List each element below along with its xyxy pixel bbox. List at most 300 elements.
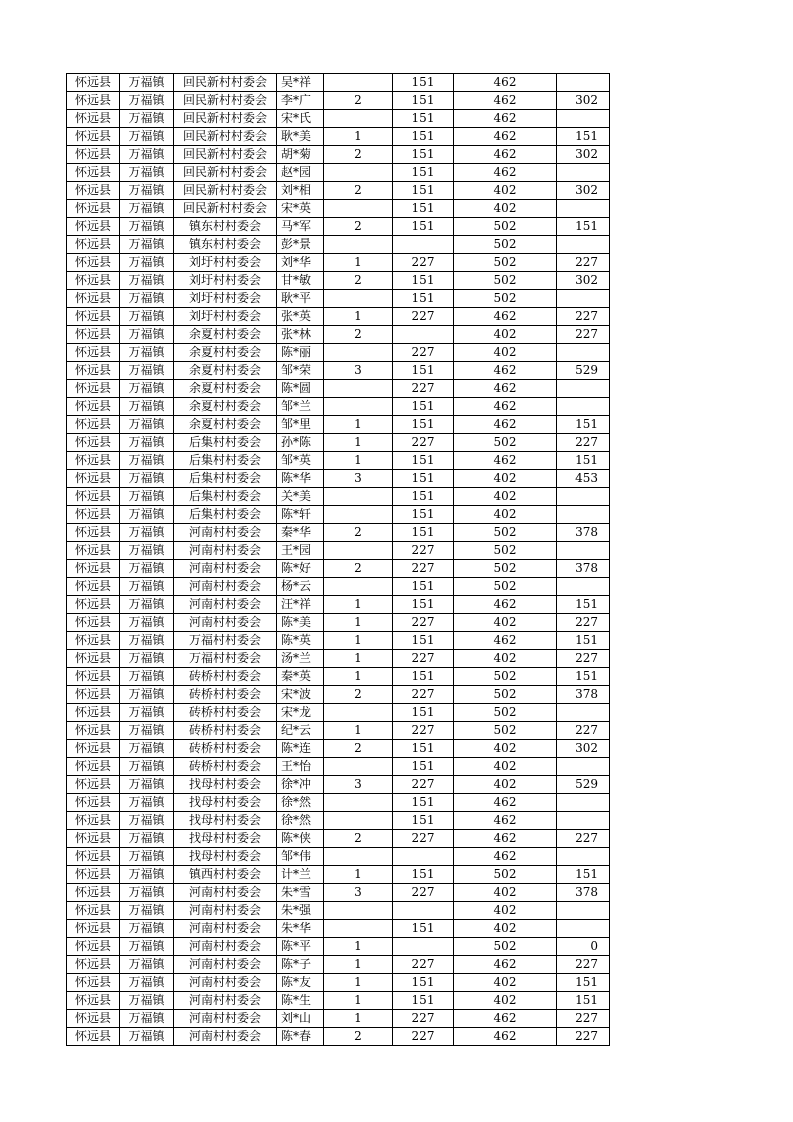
county-cell: 怀远县	[67, 722, 120, 740]
person-cell: 宋*英	[277, 200, 324, 218]
table-row	[67, 614, 610, 632]
table-row	[67, 362, 610, 380]
total-cell: 151	[557, 632, 610, 650]
total-cell: 529	[557, 362, 610, 380]
committee-cell: 后集村村委会	[174, 434, 277, 452]
county-cell: 怀远县	[67, 1028, 120, 1046]
count-cell: 3	[324, 362, 393, 380]
town-cell: 万福镇	[120, 686, 174, 704]
value-b-cell: 462	[454, 362, 557, 380]
value-a-cell: 151	[393, 794, 454, 812]
table-row	[67, 920, 610, 938]
total-cell	[557, 794, 610, 812]
table-row	[67, 326, 610, 344]
town-cell: 万福镇	[120, 236, 174, 254]
table-row	[67, 866, 610, 884]
person-cell: 秦*英	[277, 668, 324, 686]
value-b-cell: 502	[454, 218, 557, 236]
committee-cell: 河南村村委会	[174, 974, 277, 992]
town-cell: 万福镇	[120, 650, 174, 668]
town-cell: 万福镇	[120, 92, 174, 110]
committee-cell: 河南村村委会	[174, 884, 277, 902]
table-row	[67, 974, 610, 992]
value-a-cell: 227	[393, 380, 454, 398]
count-cell	[324, 920, 393, 938]
committee-cell: 镇东村村委会	[174, 218, 277, 236]
value-a-cell	[393, 326, 454, 344]
committee-cell: 刘圩村村委会	[174, 308, 277, 326]
count-cell: 2	[324, 830, 393, 848]
total-cell: 0	[557, 938, 610, 956]
value-b-cell: 402	[454, 776, 557, 794]
value-b-cell: 462	[454, 830, 557, 848]
county-cell: 怀远县	[67, 596, 120, 614]
count-cell: 2	[324, 182, 393, 200]
person-cell: 邹*里	[277, 416, 324, 434]
county-cell: 怀远县	[67, 236, 120, 254]
committee-cell: 回民新村村委会	[174, 200, 277, 218]
value-b-cell: 502	[454, 704, 557, 722]
town-cell: 万福镇	[120, 992, 174, 1010]
person-cell: 耿*美	[277, 128, 324, 146]
town-cell: 万福镇	[120, 542, 174, 560]
value-a-cell: 151	[393, 758, 454, 776]
person-cell: 王*怡	[277, 758, 324, 776]
person-cell: 徐*冲	[277, 776, 324, 794]
value-b-cell: 502	[454, 524, 557, 542]
person-cell: 陈*美	[277, 614, 324, 632]
town-cell: 万福镇	[120, 848, 174, 866]
value-b-cell: 402	[454, 902, 557, 920]
value-b-cell: 502	[454, 668, 557, 686]
town-cell: 万福镇	[120, 596, 174, 614]
table-row	[67, 452, 610, 470]
county-cell: 怀远县	[67, 254, 120, 272]
value-b-cell: 502	[454, 272, 557, 290]
county-cell: 怀远县	[67, 812, 120, 830]
value-a-cell: 151	[393, 416, 454, 434]
town-cell: 万福镇	[120, 470, 174, 488]
town-cell: 万福镇	[120, 758, 174, 776]
value-b-cell: 462	[454, 1010, 557, 1028]
count-cell	[324, 488, 393, 506]
town-cell: 万福镇	[120, 416, 174, 434]
person-cell: 陈*连	[277, 740, 324, 758]
county-cell: 怀远县	[67, 110, 120, 128]
count-cell: 1	[324, 956, 393, 974]
town-cell: 万福镇	[120, 704, 174, 722]
total-cell: 227	[557, 650, 610, 668]
value-a-cell: 227	[393, 542, 454, 560]
total-cell: 302	[557, 272, 610, 290]
town-cell: 万福镇	[120, 866, 174, 884]
value-b-cell: 402	[454, 614, 557, 632]
committee-cell: 河南村村委会	[174, 578, 277, 596]
count-cell: 2	[324, 218, 393, 236]
committee-cell: 刘圩村村委会	[174, 272, 277, 290]
county-cell: 怀远县	[67, 1010, 120, 1028]
county-cell: 怀远县	[67, 380, 120, 398]
committee-cell: 找母村村委会	[174, 776, 277, 794]
value-a-cell: 151	[393, 146, 454, 164]
count-cell: 1	[324, 434, 393, 452]
total-cell	[557, 758, 610, 776]
total-cell: 227	[557, 434, 610, 452]
table-row	[67, 722, 610, 740]
person-cell: 汪*祥	[277, 596, 324, 614]
town-cell: 万福镇	[120, 488, 174, 506]
total-cell: 151	[557, 668, 610, 686]
table-row	[67, 776, 610, 794]
value-b-cell: 502	[454, 686, 557, 704]
person-cell: 王*园	[277, 542, 324, 560]
table-row	[67, 524, 610, 542]
count-cell	[324, 506, 393, 524]
value-b-cell: 462	[454, 416, 557, 434]
town-cell: 万福镇	[120, 524, 174, 542]
table-body	[67, 74, 610, 1046]
total-cell	[557, 902, 610, 920]
total-cell	[557, 344, 610, 362]
table-row	[67, 992, 610, 1010]
count-cell: 2	[324, 560, 393, 578]
value-a-cell: 151	[393, 470, 454, 488]
value-b-cell: 502	[454, 236, 557, 254]
committee-cell: 镇西村村委会	[174, 866, 277, 884]
count-cell: 1	[324, 416, 393, 434]
total-cell: 302	[557, 146, 610, 164]
committee-cell: 砖桥村村委会	[174, 722, 277, 740]
count-cell	[324, 344, 393, 362]
table-row	[67, 182, 610, 200]
value-b-cell: 502	[454, 722, 557, 740]
value-b-cell: 402	[454, 758, 557, 776]
total-cell: 227	[557, 830, 610, 848]
town-cell: 万福镇	[120, 182, 174, 200]
value-b-cell: 402	[454, 326, 557, 344]
value-b-cell: 502	[454, 290, 557, 308]
county-cell: 怀远县	[67, 938, 120, 956]
person-cell: 陈*生	[277, 992, 324, 1010]
value-b-cell: 462	[454, 848, 557, 866]
value-b-cell: 402	[454, 740, 557, 758]
town-cell: 万福镇	[120, 668, 174, 686]
value-a-cell	[393, 902, 454, 920]
total-cell: 151	[557, 866, 610, 884]
town-cell: 万福镇	[120, 434, 174, 452]
person-cell: 杨*云	[277, 578, 324, 596]
county-cell: 怀远县	[67, 632, 120, 650]
county-cell: 怀远县	[67, 182, 120, 200]
committee-cell: 找母村村委会	[174, 812, 277, 830]
count-cell: 2	[324, 524, 393, 542]
committee-cell: 砖桥村村委会	[174, 704, 277, 722]
town-cell: 万福镇	[120, 272, 174, 290]
county-cell: 怀远县	[67, 200, 120, 218]
total-cell: 151	[557, 218, 610, 236]
total-cell: 151	[557, 974, 610, 992]
committee-cell: 回民新村村委会	[174, 128, 277, 146]
person-cell: 陈*英	[277, 632, 324, 650]
count-cell: 2	[324, 686, 393, 704]
value-b-cell: 462	[454, 956, 557, 974]
total-cell	[557, 848, 610, 866]
value-b-cell: 502	[454, 542, 557, 560]
town-cell: 万福镇	[120, 110, 174, 128]
value-a-cell: 151	[393, 452, 454, 470]
county-cell: 怀远县	[67, 272, 120, 290]
person-cell: 刘*华	[277, 254, 324, 272]
person-cell: 陈*子	[277, 956, 324, 974]
table-row	[67, 812, 610, 830]
person-cell: 朱*强	[277, 902, 324, 920]
county-cell: 怀远县	[67, 218, 120, 236]
town-cell: 万福镇	[120, 902, 174, 920]
total-cell	[557, 578, 610, 596]
total-cell	[557, 200, 610, 218]
value-a-cell: 151	[393, 524, 454, 542]
town-cell: 万福镇	[120, 740, 174, 758]
total-cell: 378	[557, 884, 610, 902]
total-cell: 151	[557, 416, 610, 434]
person-cell: 宋*氏	[277, 110, 324, 128]
count-cell: 2	[324, 740, 393, 758]
value-b-cell: 402	[454, 650, 557, 668]
count-cell	[324, 110, 393, 128]
person-cell: 朱*华	[277, 920, 324, 938]
county-cell: 怀远县	[67, 614, 120, 632]
table-row	[67, 398, 610, 416]
value-a-cell: 227	[393, 560, 454, 578]
county-cell: 怀远县	[67, 308, 120, 326]
county-cell: 怀远县	[67, 740, 120, 758]
total-cell: 151	[557, 128, 610, 146]
committee-cell: 河南村村委会	[174, 542, 277, 560]
county-cell: 怀远县	[67, 416, 120, 434]
value-a-cell: 151	[393, 632, 454, 650]
county-cell: 怀远县	[67, 344, 120, 362]
county-cell: 怀远县	[67, 668, 120, 686]
county-cell: 怀远县	[67, 848, 120, 866]
table-row	[67, 308, 610, 326]
town-cell: 万福镇	[120, 632, 174, 650]
county-cell: 怀远县	[67, 128, 120, 146]
total-cell: 227	[557, 326, 610, 344]
committee-cell: 余夏村村委会	[174, 344, 277, 362]
value-a-cell: 151	[393, 992, 454, 1010]
total-cell: 227	[557, 614, 610, 632]
table-row	[67, 272, 610, 290]
town-cell: 万福镇	[120, 884, 174, 902]
value-a-cell: 151	[393, 740, 454, 758]
town-cell: 万福镇	[120, 452, 174, 470]
person-cell: 张*英	[277, 308, 324, 326]
value-b-cell: 402	[454, 992, 557, 1010]
town-cell: 万福镇	[120, 812, 174, 830]
committee-cell: 河南村村委会	[174, 938, 277, 956]
table-row	[67, 758, 610, 776]
value-a-cell: 227	[393, 254, 454, 272]
county-cell: 怀远县	[67, 650, 120, 668]
person-cell: 甘*敏	[277, 272, 324, 290]
table-row	[67, 740, 610, 758]
person-cell: 徐*然	[277, 812, 324, 830]
count-cell: 1	[324, 938, 393, 956]
total-cell	[557, 164, 610, 182]
value-a-cell: 151	[393, 182, 454, 200]
value-b-cell: 402	[454, 506, 557, 524]
committee-cell: 回民新村村委会	[174, 146, 277, 164]
total-cell: 378	[557, 560, 610, 578]
count-cell	[324, 74, 393, 92]
town-cell: 万福镇	[120, 1010, 174, 1028]
county-cell: 怀远县	[67, 578, 120, 596]
total-cell: 378	[557, 524, 610, 542]
town-cell: 万福镇	[120, 560, 174, 578]
value-a-cell: 151	[393, 272, 454, 290]
committee-cell: 余夏村村委会	[174, 380, 277, 398]
person-cell: 刘*山	[277, 1010, 324, 1028]
total-cell: 302	[557, 740, 610, 758]
total-cell: 151	[557, 992, 610, 1010]
table-row	[67, 92, 610, 110]
committee-cell: 河南村村委会	[174, 1028, 277, 1046]
county-cell: 怀远县	[67, 326, 120, 344]
count-cell: 1	[324, 452, 393, 470]
committee-cell: 万福村村委会	[174, 650, 277, 668]
value-b-cell: 462	[454, 1028, 557, 1046]
person-cell: 陈*华	[277, 470, 324, 488]
person-cell: 吴*祥	[277, 74, 324, 92]
table-row	[67, 344, 610, 362]
table-row	[67, 650, 610, 668]
table-row	[67, 1028, 610, 1046]
table-row	[67, 668, 610, 686]
value-b-cell: 502	[454, 254, 557, 272]
person-cell: 朱*雪	[277, 884, 324, 902]
value-b-cell: 502	[454, 578, 557, 596]
table-row	[67, 542, 610, 560]
committee-cell: 砖桥村村委会	[174, 758, 277, 776]
county-cell: 怀远县	[67, 974, 120, 992]
table-row	[67, 902, 610, 920]
town-cell: 万福镇	[120, 200, 174, 218]
town-cell: 万福镇	[120, 308, 174, 326]
committee-cell: 砖桥村村委会	[174, 740, 277, 758]
table-row	[67, 200, 610, 218]
value-b-cell: 462	[454, 308, 557, 326]
value-b-cell: 402	[454, 920, 557, 938]
committee-cell: 余夏村村委会	[174, 326, 277, 344]
total-cell: 227	[557, 308, 610, 326]
value-a-cell: 151	[393, 974, 454, 992]
table-row	[67, 74, 610, 92]
value-a-cell: 151	[393, 866, 454, 884]
person-cell: 邹*兰	[277, 398, 324, 416]
total-cell: 227	[557, 722, 610, 740]
value-b-cell: 462	[454, 146, 557, 164]
committee-cell: 万福村村委会	[174, 632, 277, 650]
value-a-cell: 151	[393, 362, 454, 380]
value-a-cell: 151	[393, 110, 454, 128]
table-row	[67, 146, 610, 164]
value-b-cell: 462	[454, 812, 557, 830]
town-cell: 万福镇	[120, 290, 174, 308]
committee-cell: 河南村村委会	[174, 524, 277, 542]
value-b-cell: 462	[454, 164, 557, 182]
committee-cell: 刘圩村村委会	[174, 254, 277, 272]
county-cell: 怀远县	[67, 434, 120, 452]
county-cell: 怀远县	[67, 362, 120, 380]
person-cell: 赵*园	[277, 164, 324, 182]
person-cell: 陈*好	[277, 560, 324, 578]
person-cell: 马*军	[277, 218, 324, 236]
county-cell: 怀远县	[67, 830, 120, 848]
table-row	[67, 380, 610, 398]
table-row	[67, 938, 610, 956]
committee-cell: 回民新村村委会	[174, 92, 277, 110]
committee-cell: 找母村村委会	[174, 794, 277, 812]
count-cell: 1	[324, 1010, 393, 1028]
total-cell	[557, 704, 610, 722]
committee-cell: 回民新村村委会	[174, 110, 277, 128]
town-cell: 万福镇	[120, 974, 174, 992]
value-a-cell: 151	[393, 290, 454, 308]
committee-cell: 刘圩村村委会	[174, 290, 277, 308]
total-cell: 227	[557, 1010, 610, 1028]
committee-cell: 余夏村村委会	[174, 416, 277, 434]
total-cell: 151	[557, 452, 610, 470]
value-b-cell: 402	[454, 200, 557, 218]
table-row	[67, 632, 610, 650]
value-a-cell: 227	[393, 614, 454, 632]
total-cell: 227	[557, 956, 610, 974]
value-a-cell: 151	[393, 596, 454, 614]
value-a-cell	[393, 938, 454, 956]
county-cell: 怀远县	[67, 164, 120, 182]
county-cell: 怀远县	[67, 470, 120, 488]
count-cell: 1	[324, 992, 393, 1010]
data-table	[66, 73, 610, 1046]
value-b-cell: 402	[454, 344, 557, 362]
committee-cell: 找母村村委会	[174, 848, 277, 866]
town-cell: 万福镇	[120, 254, 174, 272]
person-cell: 纪*云	[277, 722, 324, 740]
value-a-cell: 151	[393, 398, 454, 416]
committee-cell: 回民新村村委会	[174, 182, 277, 200]
value-b-cell: 462	[454, 92, 557, 110]
count-cell: 2	[324, 1028, 393, 1046]
county-cell: 怀远县	[67, 920, 120, 938]
person-cell: 宋*波	[277, 686, 324, 704]
table-row	[67, 578, 610, 596]
county-cell: 怀远县	[67, 92, 120, 110]
county-cell: 怀远县	[67, 524, 120, 542]
table-row	[67, 254, 610, 272]
value-a-cell: 227	[393, 434, 454, 452]
county-cell: 怀远县	[67, 146, 120, 164]
town-cell: 万福镇	[120, 1028, 174, 1046]
county-cell: 怀远县	[67, 992, 120, 1010]
table-row	[67, 848, 610, 866]
committee-cell: 砖桥村村委会	[174, 668, 277, 686]
value-a-cell: 151	[393, 920, 454, 938]
town-cell: 万福镇	[120, 128, 174, 146]
count-cell: 1	[324, 722, 393, 740]
county-cell: 怀远县	[67, 542, 120, 560]
person-cell: 耿*平	[277, 290, 324, 308]
person-cell: 孙*陈	[277, 434, 324, 452]
